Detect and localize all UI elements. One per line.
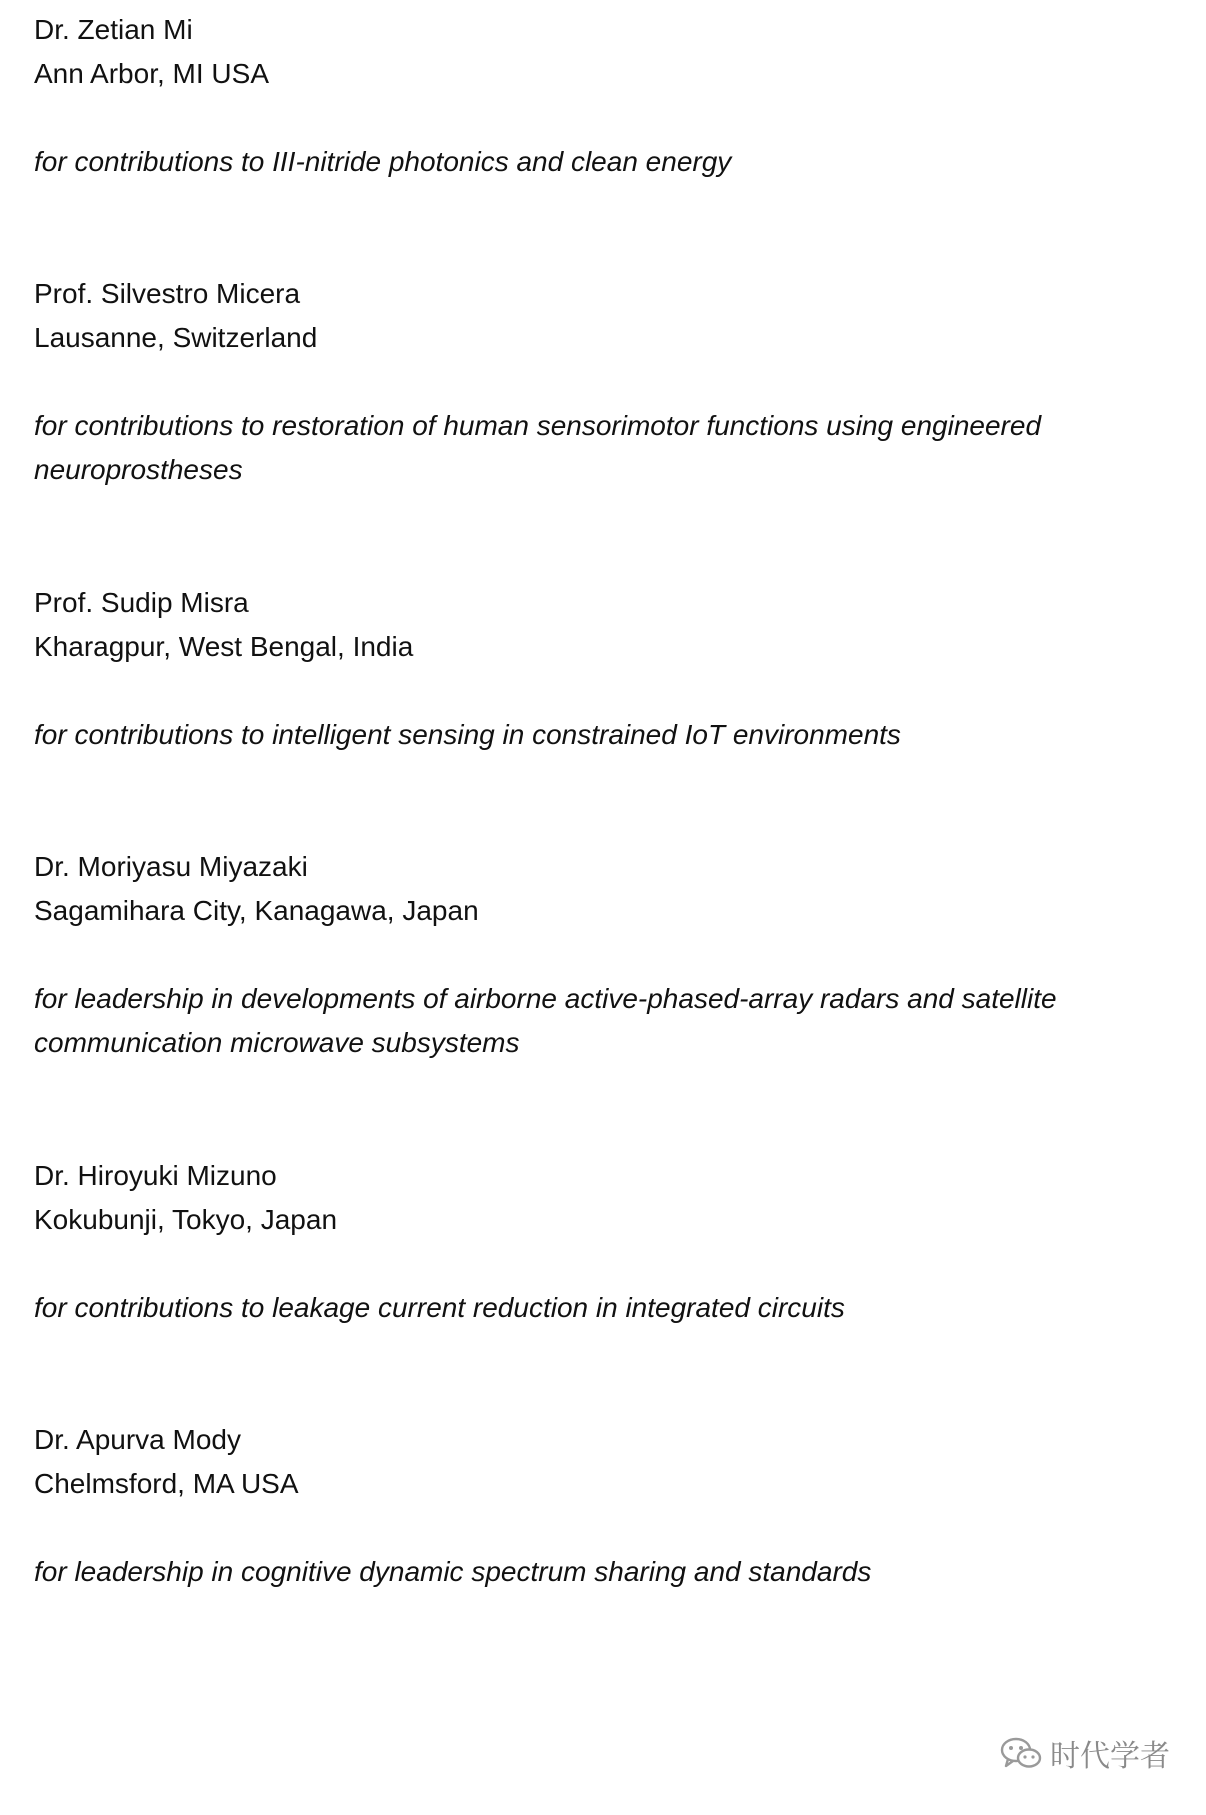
fellow-entry [34, 272, 1174, 492]
fellow-entry [34, 1418, 1174, 1594]
fellow-citation: for contributions to III-nitride photonics and clean energy [34, 146, 732, 177]
fellow-location: Kokubunji, Tokyo, Japan [34, 1204, 338, 1235]
fellow-citation: for leadership in developments of airborne active-phased-array radars and satellite communication microwave subsystems [34, 983, 1057, 1058]
fellow-citation: for contributions to leakage current reduction in integrated circuits [34, 1292, 845, 1323]
fellow-entry [34, 845, 1174, 1065]
fellow-name: Dr. Moriyasu Miyazaki [34, 851, 308, 882]
fellow-location: Lausanne, Switzerland [34, 322, 318, 353]
fellow-citation: for contributions to intelligent sensing in constrained IoT environments [34, 719, 901, 750]
fellow-name: Dr. Hiroyuki Mizuno [34, 1160, 277, 1191]
fellow-entry [34, 1154, 1174, 1330]
fellow-citation: for contributions to restoration of human sensorimotor functions using engineered neuroprostheses [34, 410, 1042, 485]
wechat-icon [1000, 1735, 1042, 1771]
watermark [1000, 1731, 1170, 1775]
fellow-location: Ann Arbor, MI USA [34, 58, 269, 89]
fellow-name: Prof. Sudip Misra [34, 587, 249, 618]
fellow-name: Dr. Zetian Mi [34, 14, 193, 45]
fellow-entry [34, 8, 1174, 184]
fellow-location: Kharagpur, West Bengal, India [34, 631, 414, 662]
fellow-name: Dr. Apurva Mody [34, 1424, 241, 1455]
fellow-citation: for leadership in cognitive dynamic spectrum sharing and standards [34, 1556, 872, 1587]
fellow-name: Prof. Silvestro Micera [34, 278, 301, 309]
watermark-text: 时代学者 [1050, 1739, 1170, 1774]
fellow-location: Chelmsford, MA USA [34, 1468, 299, 1499]
fellow-entry [34, 581, 1174, 757]
fellow-location: Sagamihara City, Kanagawa, Japan [34, 895, 479, 926]
